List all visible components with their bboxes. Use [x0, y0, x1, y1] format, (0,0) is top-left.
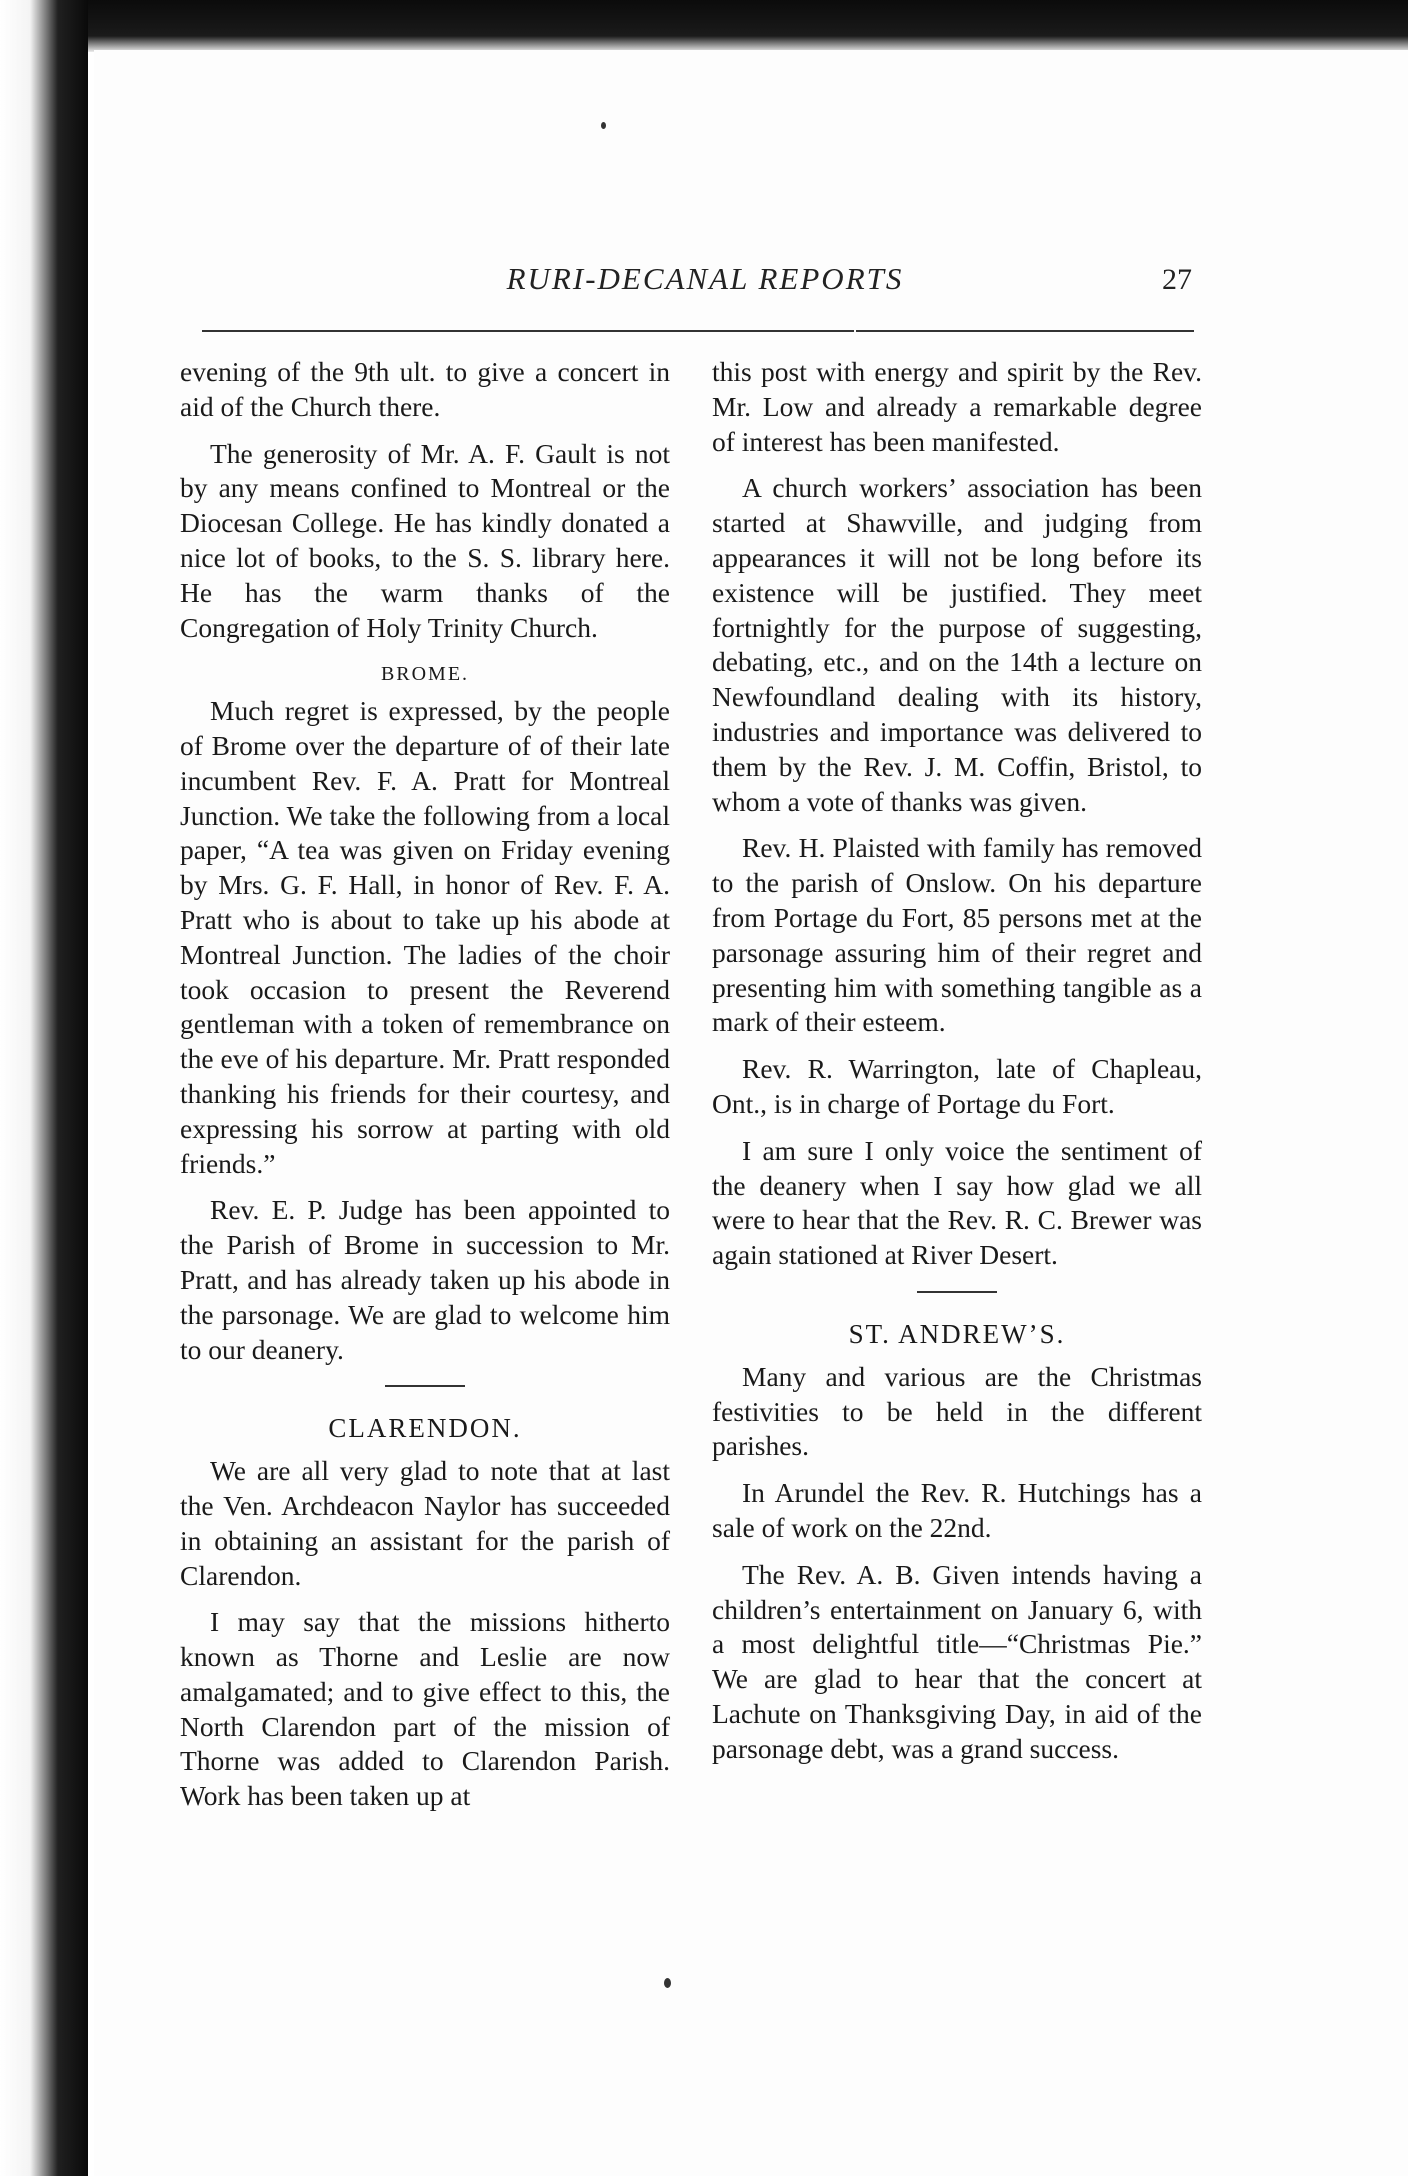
paragraph: The Rev. A. B. Given intends having a children’s entertainment on January 6, with a most delightful title—“Christmas Pie.” We are glad to hear that the concert at Lachute on Thanksgiving Day, in aid of the parsonage debt, was a grand success.	[712, 1558, 1202, 1764]
section-heading-clarendon: CLARENDON.	[328, 1413, 522, 1444]
ink-speck	[601, 122, 606, 129]
paragraph: Much regret is expressed, by the people of Brome over the departure of of their late incumbent Rev. F. A. Pratt for Montreal Junction. We take the following from a local paper, “A tea was given on Friday evening by Mrs. G. F. Hall, in honor of Rev. F. A. Pratt who is about to take up his abode at Montreal Junction. The ladies of the choir took occasion to present the Reverend gentleman with a token of remembrance on the eve of his departure. Mr. Pratt responded thanking his friends for their courtesy, and expressing his sorrow at parting with old friends.”	[180, 695, 670, 1179]
header-rule-left	[202, 330, 854, 332]
paragraph: Rev. H. Plaisted with family has removed to the parish of Onslow. On his departure from Portage du Fort, 85 persons met at the parsonage assuring him of their regret and presenting him with something tangible as a mark of their esteem.	[712, 832, 1202, 1038]
scan-left-edge	[0, 0, 88, 2176]
paragraph: Many and various are the Christmas festivities to be held in the different parishes.	[712, 1360, 1202, 1462]
ink-speck	[664, 1978, 671, 1988]
section-heading-st-andrews: ST. ANDREW’S.	[848, 1318, 1066, 1349]
header-rule-right	[856, 330, 1194, 332]
page-number: 27	[1162, 263, 1192, 296]
right-column	[712, 355, 1202, 1778]
paragraph: A church workers’ association has been started at Shawville, and judging from appearances it will not be long before its existence will be justified. They meet fortnightly for the purpose of suggesting, debating, etc., and on the 14th a lecture on Newfoundland dealing with its history, industries and importance was delivered to them by the Rev. J. M. Coffin, Bristol, to whom a vote of thanks was given.	[712, 472, 1202, 817]
scan-top-edge	[88, 0, 1408, 52]
paragraph: evening of the 9th ult. to give a concert in aid of the Church there.	[180, 356, 670, 422]
paragraph: this post with energy and spirit by the Rev. Mr. Low and already a remarkable degree of interest has been manifested.	[712, 356, 1202, 457]
paragraph: We are all very glad to note that at last the Ven. Archdeacon Naylor has succeeded in obtaining an assistant for the parish of Clarendon.	[180, 1455, 670, 1591]
paragraph: I may say that the missions hitherto known as Thorne and Leslie are now amalgamated; and to give effect to this, the North Clarendon part of the mission of Thorne was added to Clarendon Parish. Work has been taken up at	[180, 1606, 670, 1812]
section-divider	[917, 1291, 997, 1293]
section-heading-brome: BROME.	[380, 663, 470, 686]
section-divider	[385, 1385, 465, 1387]
paragraph: I am sure I only voice the sentiment of the deanery when I say how glad we all were to hear that the Rev. R. C. Brewer was again stationed at River Desert.	[712, 1134, 1202, 1271]
paragraph: Rev. E. P. Judge has been appointed to the Parish of Brome in succession to Mr. Pratt, and has already taken up his abode in the parsonage. We are glad to welcome him to our deanery.	[180, 1194, 670, 1365]
paragraph: Rev. R. Warrington, late of Chapleau, Ont., is in charge of Portage du Fort.	[712, 1053, 1202, 1119]
left-column	[180, 355, 670, 1826]
paragraph: The generosity of Mr. A. F. Gault is not by any means confined to Montreal or the Diocesan College. He has kindly donated a nice lot of books, to the S. S. library here. He has the warm thanks of the Congregation of Holy Trinity Church.	[180, 437, 670, 643]
running-head: RURI-DECANAL REPORTS	[506, 261, 904, 296]
paragraph: In Arundel the Rev. R. Hutchings has a sale of work on the 22nd.	[712, 1477, 1202, 1543]
